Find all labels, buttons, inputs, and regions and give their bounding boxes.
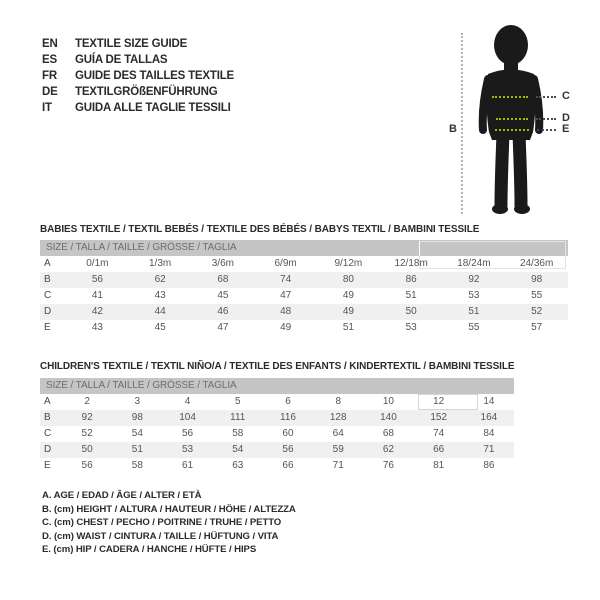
row-letter: C: [44, 428, 52, 439]
height-measure-line: [461, 33, 463, 214]
size-value-cell: 76: [382, 460, 394, 471]
size-value-cell: 51: [342, 322, 354, 333]
size-value-cell: 53: [405, 322, 417, 333]
size-value-cell: 43: [154, 290, 166, 301]
size-value-cell: 80: [342, 274, 354, 285]
row-letter: D: [44, 444, 52, 455]
size-value-cell: 152: [430, 412, 447, 423]
size-value-cell: 57: [531, 322, 543, 333]
table-row-C: [40, 288, 568, 304]
row-letter: D: [44, 306, 52, 317]
size-value-cell: 59: [332, 444, 344, 455]
size-value-cell: 3/6m: [211, 258, 234, 269]
babies-highlight-edge: [419, 241, 420, 256]
lang-row-en: [42, 36, 234, 52]
size-value-cell: 0/1m: [86, 258, 109, 269]
size-value-cell: 56: [181, 428, 194, 439]
babies-section-title: BABIES TEXTILE / TEXTIL BEBÉS / TEXTILE DES BÉBÉS / BABYS TEXTIL / BAMBINI TESSILE: [40, 224, 480, 235]
size-value-cell: 54: [131, 428, 143, 439]
size-value-cell: 50: [81, 444, 93, 455]
legend-chest: C. (cm) CHEST / PECHO / POITRINE / TRUHE / PETTO: [42, 517, 282, 528]
table-row-D: [40, 304, 568, 320]
hip-leader-line: [537, 129, 556, 131]
size-value-cell: 43: [91, 322, 103, 333]
size-value-cell: 62: [154, 274, 166, 285]
size-value-cell: 1/3m: [149, 258, 172, 269]
size-value-cell: 81: [433, 460, 445, 471]
children-size-header: SIZE / TALLA / TAILLE / GRÖSSE / TAGLIA: [40, 378, 514, 394]
row-letter: B: [44, 274, 51, 285]
size-value-cell: 53: [468, 290, 480, 301]
table-row-E: [40, 458, 514, 474]
lang-label: GUIDA ALLE TAGLIE TESSILI: [75, 102, 231, 114]
size-value-cell: 4: [184, 396, 191, 407]
row-letter: E: [44, 460, 51, 471]
size-value-cell: 74: [280, 274, 292, 285]
hip-label: E: [562, 123, 570, 135]
size-value-cell: 53: [181, 444, 194, 455]
size-value-cell: 12/18m: [394, 258, 428, 269]
language-list: [42, 36, 234, 116]
size-value-cell: 49: [342, 290, 354, 301]
lang-row-fr: [42, 68, 234, 84]
size-value-cell: 50: [405, 306, 417, 317]
size-value-cell: 47: [217, 322, 229, 333]
lang-row-es: [42, 52, 234, 68]
size-value-cell: 104: [179, 412, 196, 423]
size-value-cell: 66: [282, 460, 294, 471]
lang-label: GUÍA DE TALLAS: [75, 54, 168, 66]
size-value-cell: 60: [282, 428, 294, 439]
size-value-cell: 2: [84, 396, 90, 407]
size-value-cell: 86: [405, 274, 417, 285]
lang-row-de: [42, 84, 234, 100]
size-value-cell: 56: [81, 460, 93, 471]
size-value-cell: 44: [154, 306, 166, 317]
size-value-cell: 111: [230, 412, 246, 423]
size-value-cell: 51: [468, 306, 480, 317]
table-row-C: [40, 426, 514, 442]
lang-label: TEXTILE SIZE GUIDE: [75, 38, 188, 50]
chest-leader-line: [536, 96, 556, 98]
size-value-cell: 71: [483, 444, 495, 455]
waist-leader-line: [536, 118, 556, 120]
legend-hip: E. (cm) HIP / CADERA / HANCHE / HÜFTE / HIPS: [42, 544, 257, 555]
size-value-cell: 62: [382, 444, 394, 455]
size-value-cell: 86: [483, 460, 495, 471]
size-value-cell: 51: [405, 290, 417, 301]
table-row-B: [40, 272, 568, 288]
size-value-cell: 98: [131, 412, 143, 423]
chest-measure-line: [492, 96, 528, 98]
size-value-cell: 49: [342, 306, 354, 317]
lang-code: ES: [42, 54, 57, 66]
size-value-cell: 74: [433, 428, 445, 439]
size-value-cell: 58: [232, 428, 244, 439]
size-value-cell: 10: [382, 396, 394, 407]
size-value-cell: 98: [531, 274, 543, 285]
size-value-cell: 58: [131, 460, 143, 471]
size-value-cell: 47: [280, 290, 292, 301]
size-value-cell: 45: [154, 322, 166, 333]
lang-label: TEXTILGRÖßENFÜHRUNG: [75, 86, 218, 98]
size-value-cell: 56: [91, 274, 103, 285]
size-value-cell: 48: [280, 306, 292, 317]
size-value-cell: 56: [282, 444, 294, 455]
size-value-cell: 68: [382, 428, 394, 439]
table-row-D: [40, 442, 514, 458]
measurement-legend: [42, 489, 296, 557]
size-value-cell: 8: [335, 396, 341, 407]
size-value-cell: 6: [285, 396, 291, 407]
children-highlight-box: [418, 394, 478, 410]
waist-measure-line: [496, 118, 528, 120]
lang-label: GUIDE DES TAILLES TEXTILE: [75, 70, 234, 82]
size-value-cell: 24/36m: [519, 258, 554, 269]
babies-highlight-box: [419, 241, 566, 269]
size-value-cell: 51: [131, 444, 143, 455]
size-value-cell: 46: [217, 306, 229, 317]
size-value-cell: 52: [81, 428, 93, 439]
table-row-E: [40, 320, 568, 336]
size-value-cell: 84: [483, 428, 495, 439]
babies-size-header: SIZE / TALLA / TAILLE / GRÖSSE / TAGLIA: [40, 240, 568, 256]
size-value-cell: 3: [134, 396, 141, 407]
size-value-cell: 12: [433, 396, 445, 407]
legend-age: A. AGE / EDAD / ÂGE / ALTER / ETÀ: [42, 490, 202, 501]
size-value-cell: 49: [280, 322, 292, 333]
size-value-cell: 68: [217, 274, 229, 285]
size-value-cell: 55: [468, 322, 480, 333]
size-value-cell: 64: [332, 428, 344, 439]
size-value-cell: 55: [531, 290, 543, 301]
row-letter: A: [44, 258, 51, 269]
lang-code: FR: [42, 70, 57, 82]
lang-code: EN: [42, 38, 58, 50]
size-value-cell: 63: [232, 460, 244, 471]
size-value-cell: 128: [329, 412, 347, 423]
legend-waist: D. (cm) WAIST / CINTURA / TAILLE / HÜFTUNG / VITA: [42, 530, 279, 542]
row-letter: B: [44, 412, 51, 423]
size-value-cell: 92: [468, 274, 480, 285]
size-value-cell: 5: [234, 396, 241, 407]
size-value-cell: 41: [91, 290, 103, 301]
size-value-cell: 66: [433, 444, 445, 455]
size-value-cell: 14: [483, 396, 495, 407]
size-value-cell: 71: [332, 460, 344, 471]
size-value-cell: 140: [380, 412, 397, 423]
child-silhouette-icon: [478, 24, 550, 217]
size-value-cell: 54: [232, 444, 244, 455]
size-value-cell: 9/12m: [334, 258, 363, 269]
children-section-title: CHILDREN'S TEXTILE / TEXTIL NIÑO/A / TEXTILE DES ENFANTS / KINDERTEXTIL / BAMBINI TESSILE: [40, 361, 515, 372]
size-value-cell: 6/9m: [274, 258, 297, 269]
waist-label: D: [562, 112, 570, 124]
hip-measure-line: [495, 129, 529, 131]
chest-label: C: [562, 90, 570, 102]
size-value-cell: 164: [480, 412, 498, 423]
lang-code: DE: [42, 86, 58, 98]
size-value-cell: 61: [181, 460, 194, 471]
lang-code: IT: [42, 102, 52, 114]
table-row-B: [40, 410, 514, 426]
size-value-cell: 116: [280, 412, 296, 423]
size-value-cell: 45: [217, 290, 229, 301]
size-value-cell: 92: [81, 412, 93, 423]
legend-height: B. (cm) HEIGHT / ALTURA / HAUTEUR / HÖHE / ALTEZZA: [42, 503, 296, 515]
size-value-cell: 42: [91, 306, 103, 317]
size-value-cell: 52: [531, 306, 543, 317]
row-letter: E: [44, 322, 51, 333]
row-letter: A: [44, 396, 51, 407]
lang-row-it: [42, 100, 234, 116]
row-letter: C: [44, 290, 52, 301]
height-label: B: [449, 123, 457, 135]
size-value-cell: 18/24m: [457, 258, 491, 269]
